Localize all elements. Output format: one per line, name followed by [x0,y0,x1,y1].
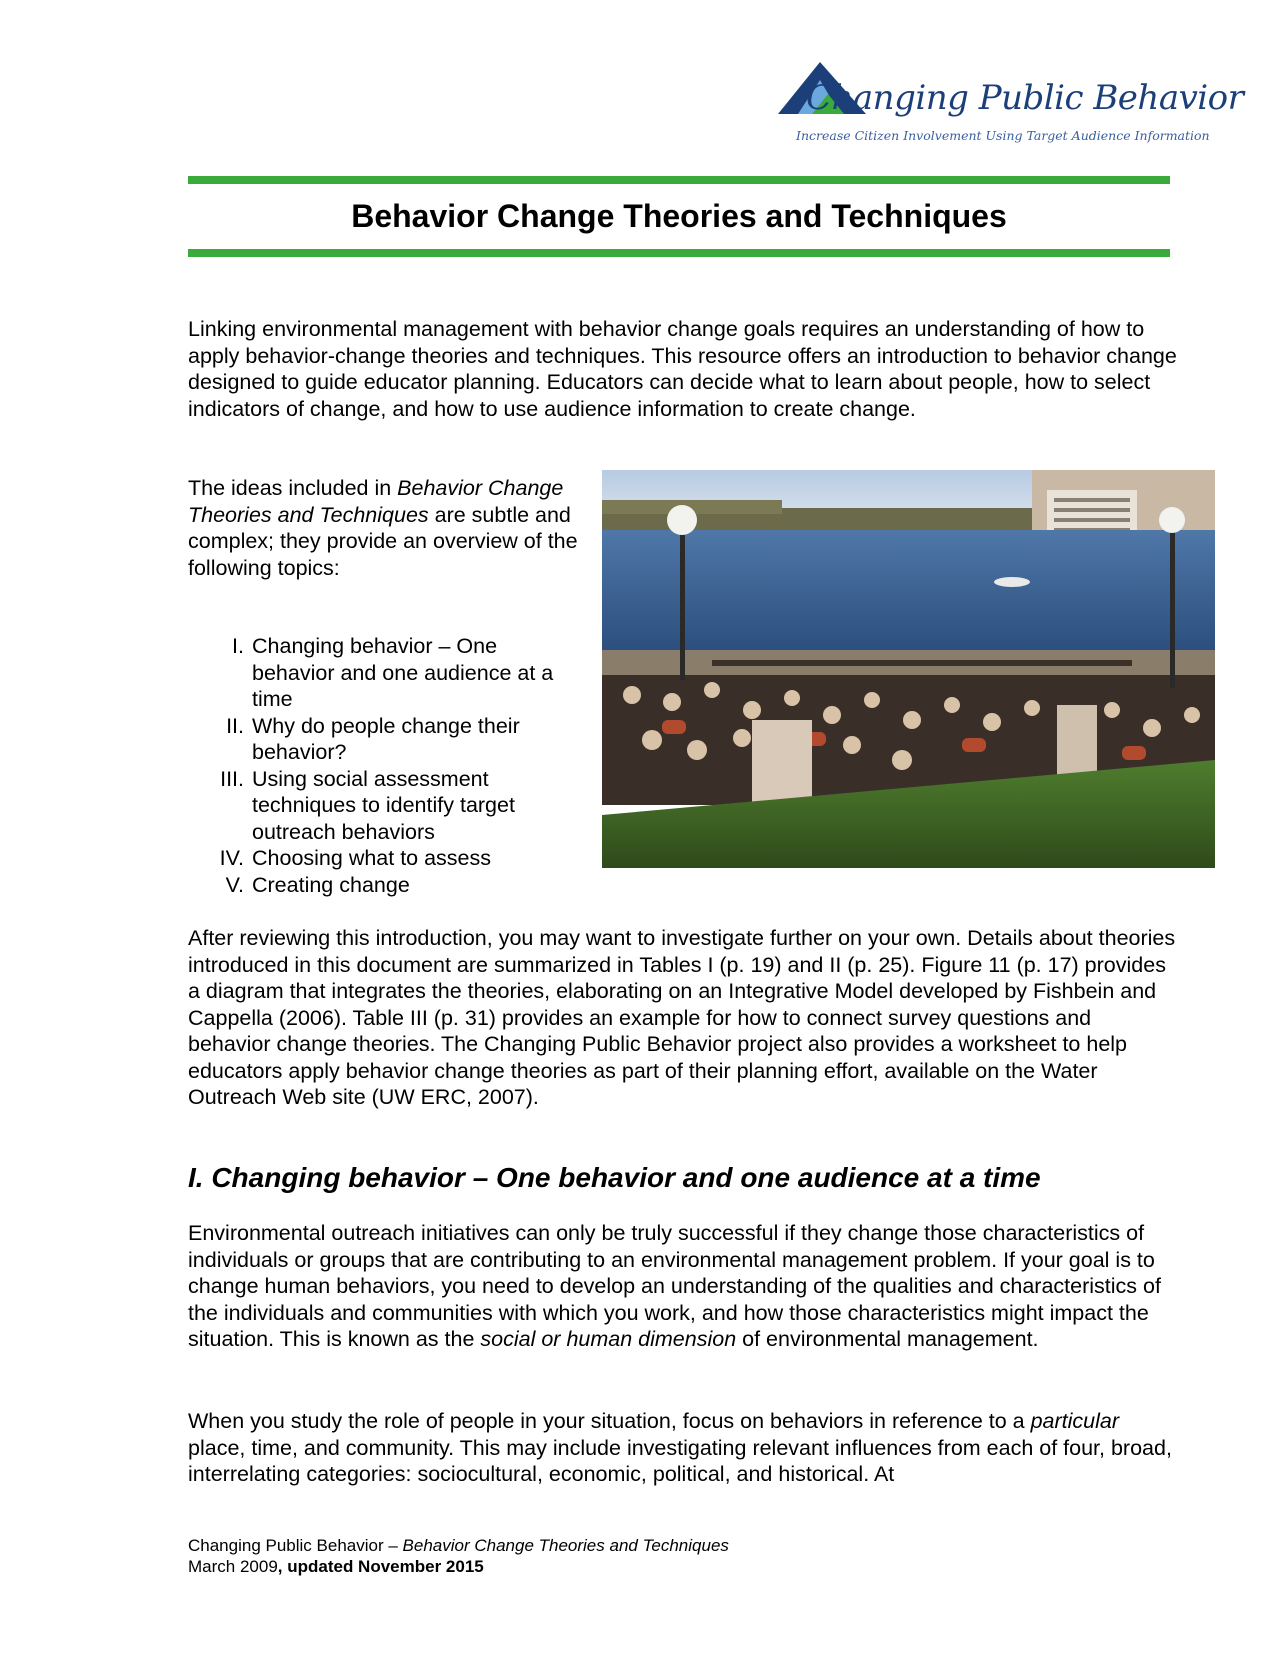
list-item: I. Changing behavior – One behavior and one audience at a time [232,634,554,711]
topics-list [188,633,578,898]
list-item: V. Creating change [225,872,410,897]
ideas-title-italic: Behavior Change Theories and Techniques [188,476,564,527]
intro-paragraph: Linking environmental management with behavior change goals requires an understanding of how to apply behavior-change theories and techniques. This resource offers an introduction to behavior change designed to guide educator planning. Educators can decide what to learn about people, how to select indicators of change, and how to use audience information to create change. [188,317,1177,421]
list-item: III. Using social assessment techniques to identify target outreach behaviors [220,766,515,844]
after-review-paragraph: After reviewing this introduction, you may want to investigate further on your own. Details about theories introduced in this document are summarized in Tables I (p. 19) and II (p. 25). Figure 11 (p. 17) provides a diagram that integrates the theories, elaborating on an Integrative Model developed by Fishbein and Cappella (2006). Table III (p. 31) provides an example for how to connect survey questions and behavior change theories. The Changing Public Behavior project also provides a worksheet to help educators apply behavior change theories as part of their planning effort, available on the Water Outreach Web site (UW ERC, 2007). [188,926,1176,1109]
lakeside-terrace-photo [602,470,1215,868]
list-item: II. Why do people change their behavior? [226,713,520,764]
logo-tagline: Increase Citizen Involvement Using Target Audience Information [796,128,1210,143]
title-rule-top [188,176,1170,184]
title-rule-bottom [188,249,1170,257]
document-title: Behavior Change Theories and Techniques [351,198,1007,234]
ideas-paragraph: The ideas included in Behavior Change Theories and Techniques are subtle and complex; they provide an overview of the following topics: [188,476,578,580]
section-heading: I. Changing behavior – One behavior and one audience at a time [188,1162,1041,1193]
study-paragraph: When you study the role of people in your situation, focus on behaviors in reference to a particular place, time, and community. This may include investigating relevant influences from each of four, broad, interrelating categories: sociocultural, economic, political, and historical. At [188,1409,1172,1486]
list-item: IV. Choosing what to assess [219,846,492,870]
logo [778,56,1244,156]
logo-wordmark: Changing Public Behavior [806,78,1244,118]
footer-line-1: Changing Public Behavior – Behavior Change Theories and Techniques [188,1536,729,1555]
page-footer [188,1535,729,1577]
environmental-outreach-paragraph: Environmental outreach initiatives can only be truly successful if they change those characteristics of individuals or groups that are contributing to an environmental management problem. If your goal is to change human behaviors, you need to develop an understanding of the qualities and characteristics of the individuals and communities with which you work, and how those characteristics might impact the situation. This is known as the social or human dimension of environmental management. [188,1221,1161,1351]
footer-line-2: March 2009, updated November 2015 [188,1557,484,1576]
